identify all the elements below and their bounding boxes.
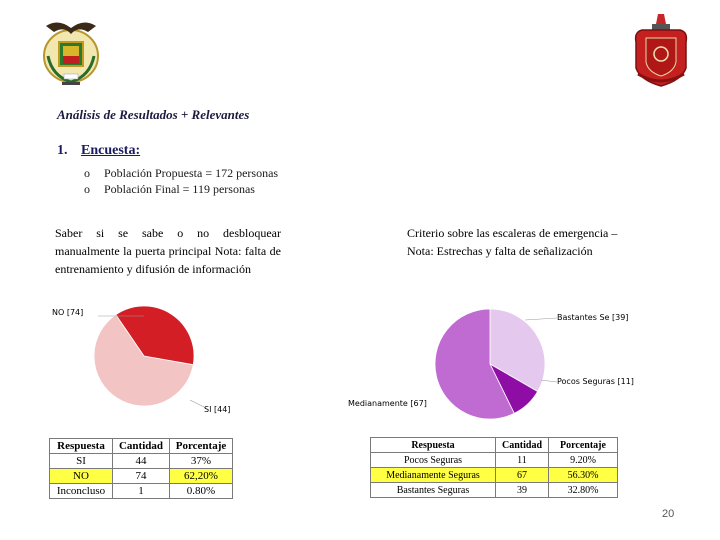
column-header: Cantidad [496,438,549,453]
table-row-highlighted [50,469,233,484]
table-cell: Medianamente Seguras [371,468,496,483]
table-cell: 32.80% [549,483,618,498]
right-shield-logo [632,12,690,88]
section-number: 1. [57,143,68,158]
bullet-text: Población Final = 119 personas [104,182,255,196]
stairs-results-table [370,437,618,498]
column-header: Porcentaje [549,438,618,453]
table-row [50,484,233,499]
table-cell: 67 [496,468,549,483]
table-cell: Pocos Seguras [371,453,496,468]
pie1-label-no: NO [74] [52,308,84,317]
column-header: Respuesta [50,439,113,454]
column-header: Porcentaje [170,439,233,454]
table-cell: SI [50,454,113,469]
page-title: Análisis de Resultados + Relevantes [57,107,250,122]
table-cell: 37% [170,454,233,469]
label-leader-bastantes [525,318,557,320]
bullet-marker: o [84,182,90,196]
question-door-unlock: Saber si se sabe o no desbloquear manualmente la puerta principal Nota: falta de entrenamiento y difusión de información [55,226,281,276]
column-header: Respuesta [371,438,496,453]
table-cell: 39 [496,483,549,498]
pie2-label-medianamente: Medianamente [67] [348,399,427,408]
list-item [84,181,278,197]
table-cell: 44 [113,454,170,469]
table-cell: NO [50,469,113,484]
section-title: Encuesta: [81,143,141,158]
column-header: Cantidad [113,439,170,454]
table-cell: 0.80% [170,484,233,499]
section-heading [57,143,140,159]
door-unlock-pie-chart [48,300,288,420]
label-leader-pocos [541,380,557,382]
question-emergency-stairs: Criterio sobre las escaleras de emergencia – Nota: Estrechas y falta de señalización [407,226,618,258]
table-header-row [50,439,233,454]
page-number: 20 [662,508,675,520]
pie2-label-bastantes: Bastantes Se [39] [557,313,629,322]
table-row [371,453,618,468]
list-item [84,165,278,181]
table-row [371,483,618,498]
table-cell: 1 [113,484,170,499]
table-cell: 62,20% [170,469,233,484]
table-row-highlighted [371,468,618,483]
table-cell: 56.30% [549,468,618,483]
left-crest-logo [38,16,104,88]
bullet-marker: o [84,166,90,180]
table-cell: 11 [496,453,549,468]
stairs-pie-chart [345,300,645,420]
population-list [84,165,278,197]
pie1-label-si: SI [44] [204,405,231,414]
table-row [50,454,233,469]
table-cell: 9.20% [549,453,618,468]
door-unlock-results-table [49,438,233,499]
table-cell: Inconcluso [50,484,113,499]
table-header-row [371,438,618,453]
pie2-label-pocos: Pocos Seguras [11] [557,377,634,386]
bullet-text: Población Propuesta = 172 personas [104,166,279,180]
table-cell: Bastantes Seguras [371,483,496,498]
table-cell: 74 [113,469,170,484]
